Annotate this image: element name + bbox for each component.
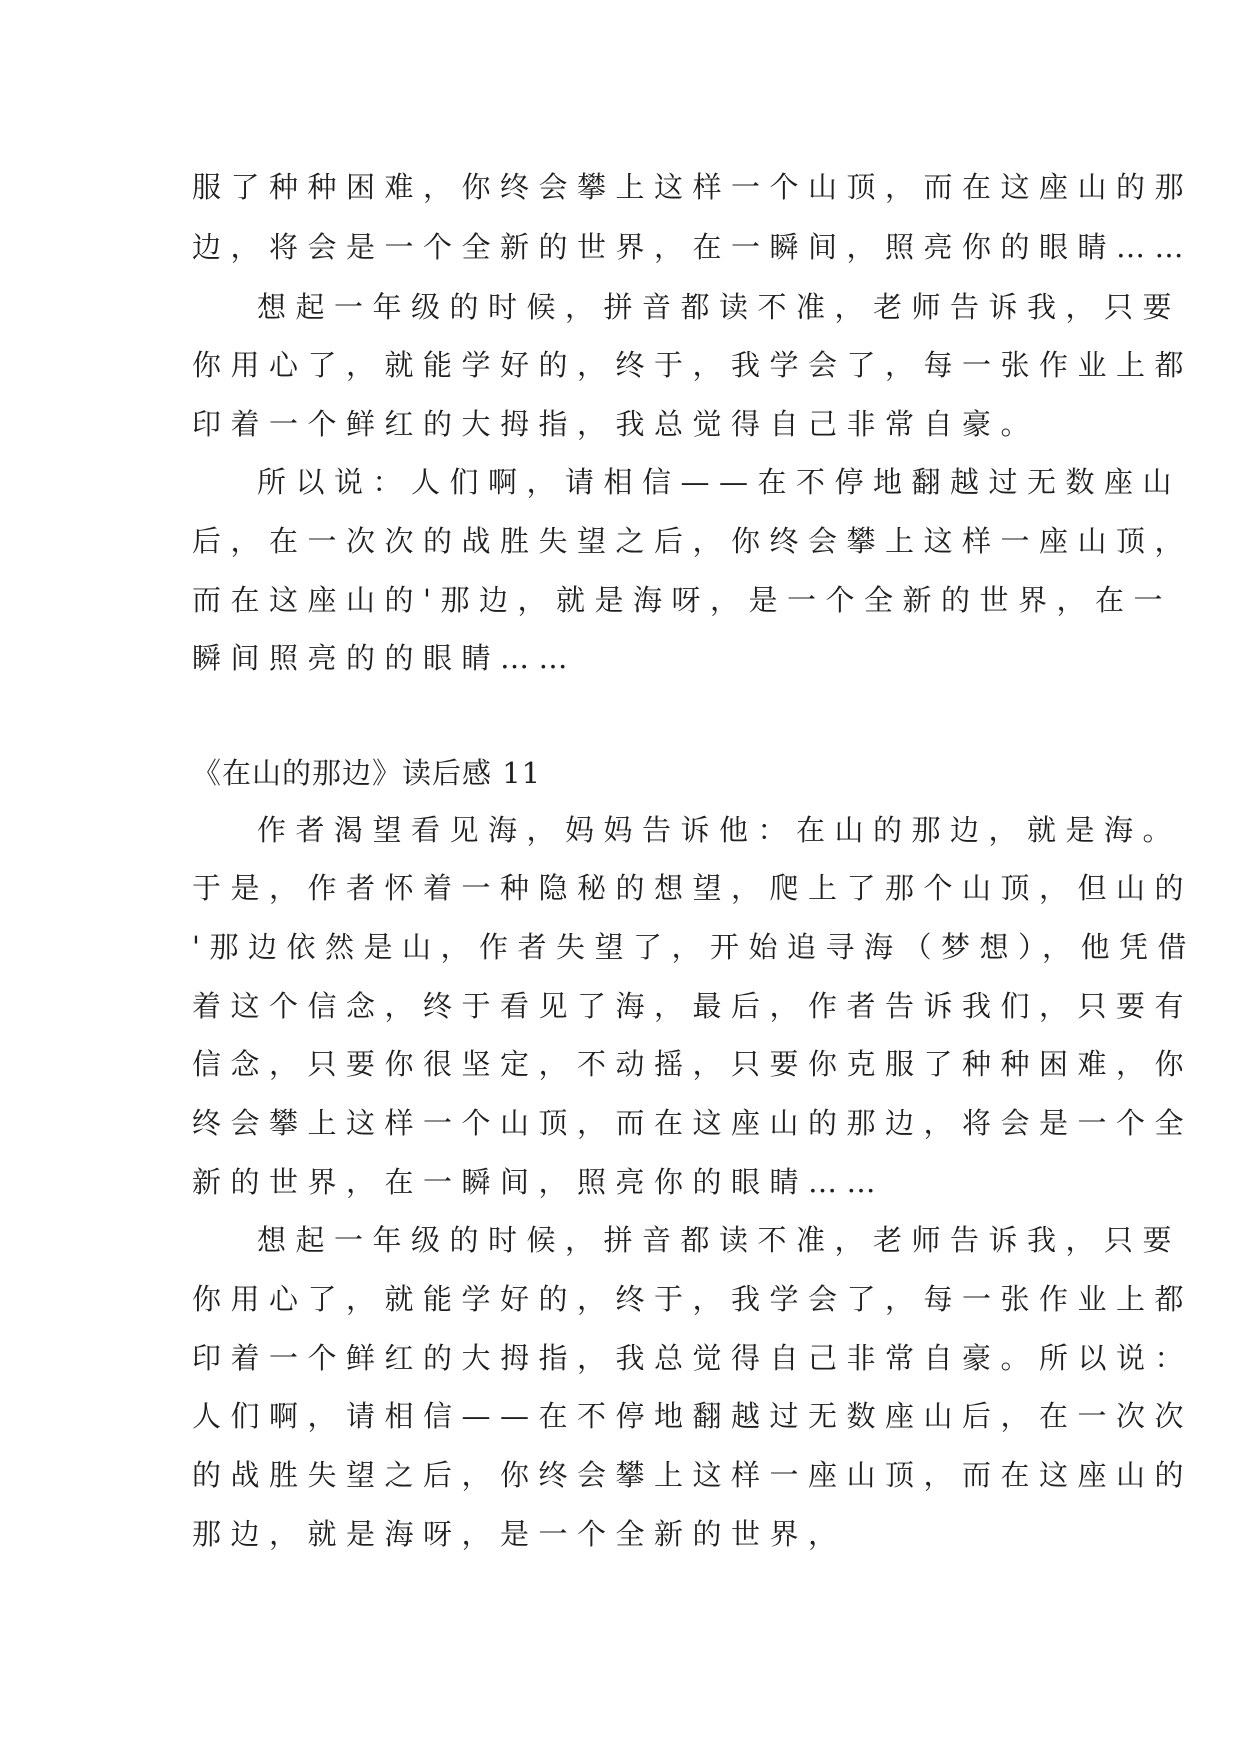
paragraph-line: 人们啊，请相信——在不停地翻越过无数座山后，在一次次: [192, 1399, 1194, 1433]
paragraph-line: 印着一个鲜红的大拇指，我总觉得自己非常自豪。所以说：: [192, 1341, 1194, 1375]
paragraph-line: 着这个信念，终于看见了海，最后，作者告诉我们，只要有: [192, 989, 1194, 1023]
paragraph-line: 瞬间照亮的的眼睛……: [192, 641, 578, 675]
paragraph-line: 那边，就是海呀，是一个全新的世界，: [192, 1517, 847, 1551]
paragraph-line: 于是，作者怀着一种隐秘的想望，爬上了那个山顶，但山的: [192, 871, 1194, 905]
paragraph-line: 所以说：人们啊，请相信——在不停地翻越过无数座山: [257, 465, 1182, 499]
paragraph-line: 你用心了，就能学好的，终于，我学会了，每一张作业上都: [192, 348, 1194, 382]
paragraph-line: 后，在一次次的战胜失望之后，你终会攀上这样一座山顶，: [192, 524, 1194, 558]
paragraph-line: 想起一年级的时候，拼音都读不准，老师告诉我，只要: [257, 1223, 1182, 1257]
paragraph-line: 而在这座山的'那边，就是海呀，是一个全新的世界，在一: [192, 583, 1172, 617]
paragraph-line: 想起一年级的时候，拼音都读不准，老师告诉我，只要: [257, 290, 1182, 324]
paragraph-line: '那边依然是山，作者失望了，开始追寻海（梦想），他凭借: [192, 930, 1196, 964]
paragraph-line: 的战胜失望之后，你终会攀上这样一座山顶，而在这座山的: [192, 1458, 1194, 1492]
paragraph-line: 作者渴望看见海，妈妈告诉他：在山的那边，就是海。: [257, 813, 1182, 847]
paragraph-line: 信念，只要你很坚定，不动摇，只要你克服了种种困难，你: [192, 1047, 1194, 1081]
paragraph-line: 边，将会是一个全新的世界，在一瞬间，照亮你的眼睛……: [192, 230, 1194, 264]
paragraph-line: 服了种种困难，你终会攀上这样一个山顶，而在这座山的那: [192, 170, 1194, 204]
section-heading: 《在山的那边》读后感 11: [192, 756, 542, 790]
paragraph-line: 新的世界，在一瞬间，照亮你的眼睛……: [192, 1165, 886, 1199]
paragraph-line: 终会攀上这样一个山顶，而在这座山的那边，将会是一个全: [192, 1106, 1194, 1140]
paragraph-line: 你用心了，就能学好的，终于，我学会了，每一张作业上都: [192, 1282, 1194, 1316]
paragraph-line: 印着一个鲜红的大拇指，我总觉得自己非常自豪。: [192, 407, 1040, 441]
